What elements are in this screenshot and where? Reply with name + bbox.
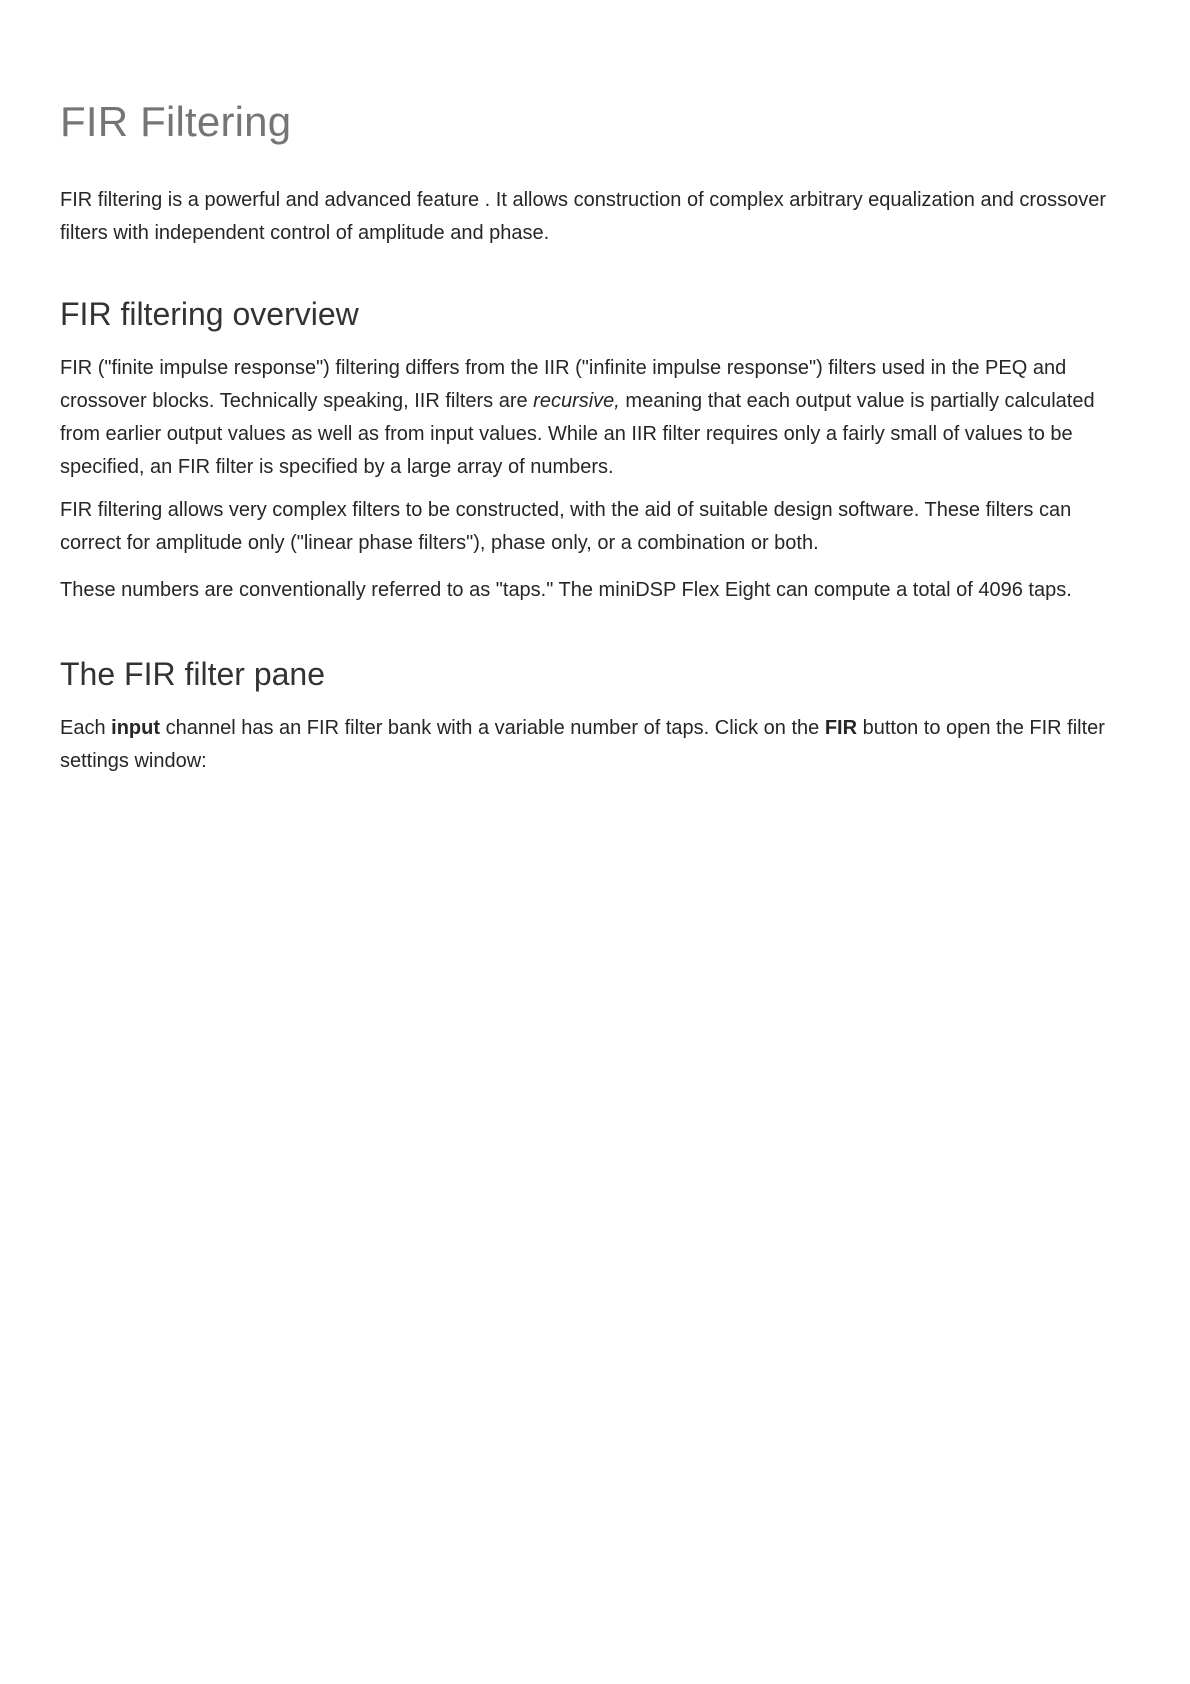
intro-paragraph: FIR filtering is a powerful and advanced feature . It allows construction of complex arbitrary equalization and crossover filters with independent control of amplitude and phase.: [60, 189, 1107, 244]
overview-paragraph-1-text-a: FIR ("finite impulse response") filtering differs from the IIR ("infinite impulse response") filters used in the PEQ and crossover blocks. Technically speaking, IIR filters are: [60, 357, 1067, 412]
overview-paragraph-1: [60, 352, 1130, 484]
overview-paragraph-2: FIR filtering allows very complex filters to be constructed, with the aid of suitable design software. These filters can correct for amplitude only ("linear phase filters"), phase only, or a combination or both.: [60, 499, 1072, 554]
fir-pane-paragraph-text-c: button to open the FIR filter settings window:: [60, 717, 1105, 772]
section-heading-overview: FIR filtering overview: [60, 296, 359, 332]
page-title: FIR Filtering: [60, 98, 292, 145]
fir-pane-input-bold: input: [111, 717, 161, 739]
fir-pane-paragraph-1: [60, 712, 1130, 778]
overview-paragraph-1-text-b: meaning that each output value is partially calculated from earlier output values as well as from input values. While an IIR filter requires only a fairly small of values to be specified, an FIR filter is specified by a large array of numbers.: [60, 390, 1095, 478]
section-heading-fir-pane: The FIR filter pane: [60, 656, 325, 692]
fir-pane-fir-bold: FIR: [824, 717, 858, 739]
overview-paragraph-1-emphasis: recursive,: [533, 390, 620, 412]
fir-pane-paragraph-text-b: channel has an FIR filter bank with a variable number of taps. Click on the: [160, 717, 825, 739]
fir-pane-paragraph-text-a: Each: [60, 717, 112, 739]
overview-paragraph-3: These numbers are conventionally referred to as "taps." The miniDSP Flex Eight can compute a total of 4096 taps.: [60, 579, 1072, 601]
